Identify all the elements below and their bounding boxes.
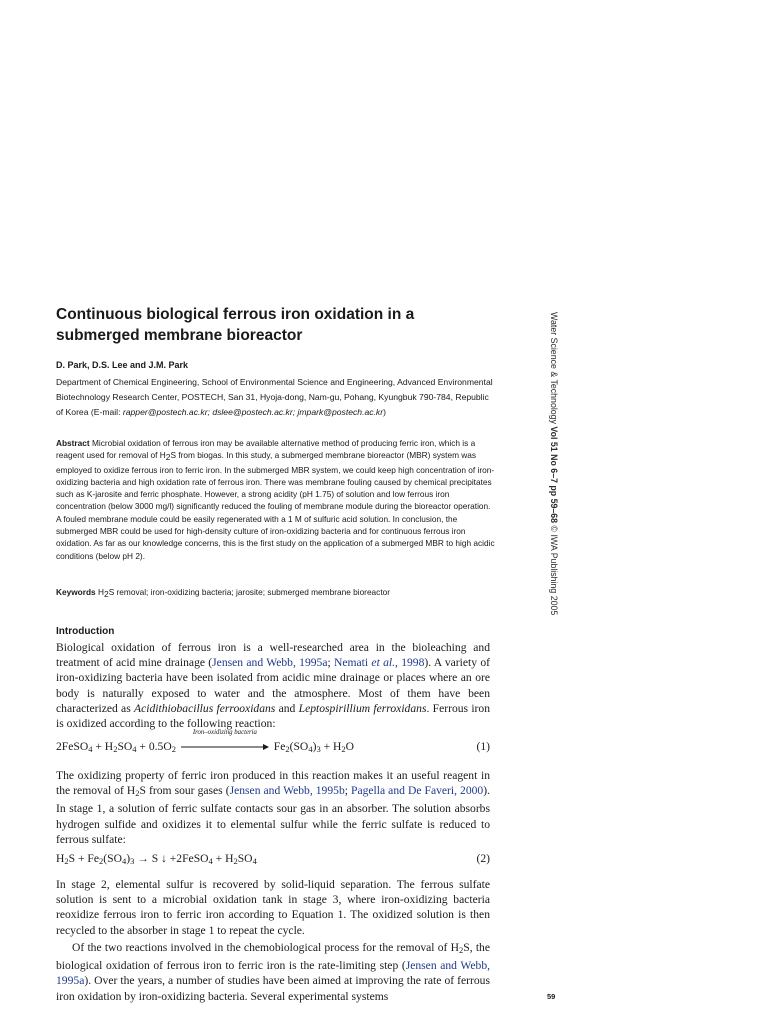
equation-1-number: (1) — [476, 740, 490, 753]
intro-paragraph-2: The oxidizing property of ferric iron produced in this reaction makes it an useful reagent in the removal of $H_2S$ from sour gases (Jensen and Webb, 1995b; Pagella and De Faveri, 2000). In stage 1, a solution of ferric sulfate contacts sour gas in an absorber. The solution absorbs hydrogen sulfide and oxidizes it to elemental sulfur while the ferric sulfate is reduced to ferrous sulfate: — [56, 769, 490, 846]
reaction-arrow: Iron–oxidizing bacteria — [181, 740, 269, 754]
equation-2-expression: $H_2S + Fe_2(SO_4)_3 \to S$ ↓ +2FeSO$_4$ + $H_2SO_4$ — [56, 852, 257, 866]
introduction-heading: Introduction — [56, 626, 115, 637]
affiliation-close: ) — [383, 407, 386, 417]
equation-1 — [56, 729, 490, 760]
author-affiliation — [56, 375, 496, 420]
keywords-text-a: H — [95, 587, 104, 597]
keywords: Keywords H2S removal; iron-oxidizing bacteria; jarosite; submerged membrane bioreactor — [56, 587, 391, 599]
intro-paragraph-4: Of the two reactions involved in the chemobiological process for the removal of $H_2S$, the biological oxidation of ferrous iron to ferric iron is the rate-limiting step (Jensen and Webb, 1995a). Over the years, a number of studies have been aimed at improving the rate of ferrous iron oxidation by iron-oxidizing bacteria. Several experimental systems — [56, 941, 491, 1003]
citation-link[interactable]: Nemati et al., 1998 — [334, 656, 425, 670]
keywords-text-b: S removal; iron-oxidizing bacteria; jarosite; submerged membrane bioreactor — [108, 587, 391, 597]
equation-2 — [56, 852, 490, 872]
citation-link[interactable]: Pagella and De Faveri, 2000 — [351, 784, 484, 798]
article-authors: D. Park, D.S. Lee and J.M. Park — [56, 360, 189, 370]
article-title: Continuous biological ferrous iron oxidation in a submerged membrane bioreactor — [56, 306, 415, 344]
intro-paragraph-1: Biological oxidation of ferrous iron is a well-researched area in the bioleaching and treatment of acid mine drainage (Jensen and Webb, 1995a; Nemati et al., 1998). A variety of iron-oxidizing bacteria have been isolated from acidic mine drainage or places where an ore body is naturally exposed to water and the atmosphere. Most of them have been characterized as Acidithiobacillus ferrooxidans and Leptospirillium ferroxidans. Ferrous iron is oxidized according to the following reaction: — [56, 641, 491, 731]
journal-volume: Vol 51 No 6–7 pp 59–68 — [549, 426, 559, 524]
species-name: Leptospirillium ferroxidans — [298, 701, 427, 715]
journal-name: Water Science & Technology — [549, 312, 559, 427]
species-name: Acidithiobacillus ferrooxidans — [134, 701, 276, 715]
journal-citation — [549, 312, 559, 615]
journal-publisher: © IWA Publishing 2005 — [549, 523, 559, 616]
citation-link[interactable]: Jensen and Webb, 1995a — [56, 959, 491, 988]
citation-link[interactable]: Jensen and Webb, 1995b — [229, 784, 345, 798]
equation-1-expression: 2FeSO$_4$ + $H_2SO_4 + 0.5O_2$ Iron–oxidizing bacteria $Fe_2(SO_4)_3 + H_2O$ — [56, 729, 355, 754]
journal-sidebar — [545, 312, 559, 642]
abstract: Abstract Microbial oxidation of ferrous iron may be available alternative method of producing ferric iron, which is a reagent used for removal of H2S from biogas. In this study, a submerged membrane bioreactor (MBR) system was employed to oxidize ferrous iron to ferric iron. In the submerged MBR system, we could keep high concentration of iron-oxidizing bacteria and high oxidation rate of ferrous iron. There was membrane fouling caused by chemical precipitates such as K-jarosite and ferric phosphate. However, a strong acidity (pH 1.75) of solution and low ferrous iron concentration (below 3000 mg/l) significantly reduced the fouling of membrane module during the bioreactor operation. A fouled membrane module could be easily regenerated with a 1 M of sulfuric acid solution. In conclusion, the submerged MBR could be used for high-density culture of iron-oxidizing bacteria and for continuous ferrous iron oxidation. As far as our knowledge concerns, this is the first study on the application of a submerged MBR to high acidic conditions (below pH 2). — [56, 438, 495, 561]
keywords-label: Keywords — [56, 587, 96, 597]
abstract-text-b: S from biogas. In this study, a submerged membrane bioreactor (MBR) system was employed to oxidize ferrous iron to ferric iron. In the submerged MBR system, we could keep high concentration of iron-oxidizing bacteria and high oxidation rate of ferrous iron. There was membrane fouling caused by chemical precipitates such as K-jarosite and ferric phosphate. However, a strong acidity (pH 1.75) of solution and low ferrous iron concentration (below 3000 mg/l) significantly reduced the fouling of membrane module during the bioreactor operation. A fouled membrane module could be easily regenerated with a 1 M of sulfuric acid solution. In conclusion, the submerged MBR could be used for high-density culture of iron-oxidizing bacteria and for continuous ferrous iron oxidation. As far as our knowledge concerns, this is the first study on the application of a submerged MBR to high acidic conditions (below pH 2). — [56, 450, 495, 561]
citation-link[interactable]: Jensen and Webb, 1995a — [212, 656, 328, 670]
page-number: 59 — [547, 992, 556, 1001]
equation-2-number: (2) — [476, 852, 490, 865]
abstract-label: Abstract — [56, 438, 90, 448]
intro-paragraph-3: In stage 2, elemental sulfur is recovered by solid-liquid separation. The ferrous sulfate solution is sent to a microbial oxidation tank in stage 3, where iron-oxidizing bacteria reoxidize ferrous iron to ferric iron according to Equation 1. The oxidized solution is then recycled to the absorber in stage 1 to repeat the cycle. — [56, 878, 490, 937]
affiliation-emails: rapper@postech.ac.kr; dslee@postech.ac.kr; jmpark@postech.ac.kr — [122, 407, 384, 417]
abstract-text-a: Microbial oxidation of ferrous iron may be available alternative method of producing ferric iron, which is a reagent used for removal of H — [56, 438, 476, 461]
affiliation-text: Department of Chemical Engineering, School of Environmental Science and Engineering, Advanced Environmental Biotechnology Research Center, POSTECH, San 31, Hyoja-dong, Nam-gu, Pohang, Kyungbuk 790-784, Republic of Korea (E-mail: — [56, 377, 493, 417]
